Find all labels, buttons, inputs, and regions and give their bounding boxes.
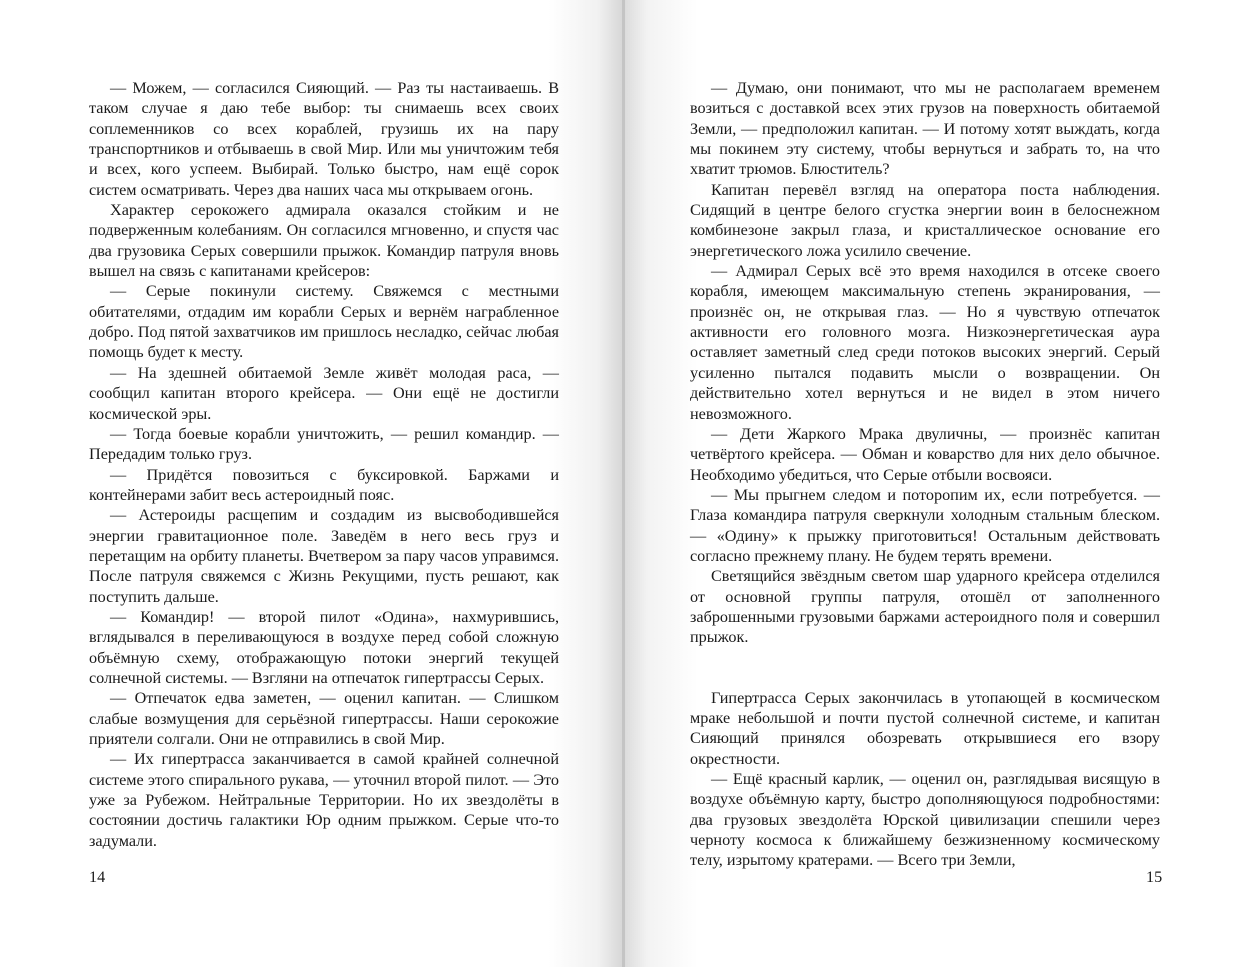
page-number-left: 14: [89, 868, 106, 886]
book-gutter: [622, 0, 625, 967]
right-page-text: [690, 78, 1160, 871]
paragraph: Светящийся звёздным светом шар ударного крейсера отделился от основной группы патруля, отошёл от заполненного заброшенными грузовыми баржами астероидного поля и совершил прыжок.: [690, 567, 1160, 647]
right-page: [623, 0, 1246, 967]
paragraph: — Адмирал Серых всё это время находился в отсеке своего корабля, имеющем максимальную степень экранирования, — произнёс он, не открывая глаз. — Но я чувствую отпечаток активности его головного мозга. Низкоэнергетическая аура оставляет заметный след среди потоков высоких энергий. Серый усиленно пытался подавить мысли о возвращении. Он действительно хотел вернуться и не видел в этом ничего невозможного.: [690, 262, 1160, 423]
paragraph: — Придётся повозиться с буксировкой. Баржами и контейнерами забит весь астероидный пояс.: [89, 465, 559, 504]
left-page: [0, 0, 623, 967]
paragraph: — Их гипертрасса заканчивается в самой крайней солнечной системе этого спирального рукава, — уточнил второй пилот. — Это уже за Рубежом. Нейтральные Территории. Но их звездолёты в состоянии достичь галактики Юр одним прыжком. Серые что-то задумали.: [89, 750, 559, 850]
paragraph: Капитан перевёл взгляд на оператора поста наблюдения. Сидящий в центре белого сгустка энергии воин в белоснежном комбинезоне закрыл глаза, и кристаллическое основание его энергетического ложа усилило свечение.: [690, 180, 1160, 260]
paragraph: — Командир! — второй пилот «Одина», нахмурившись, вглядывался в переливающуюся в воздухе перед собой сложную объёмную схему, отображающую потоки энергий текущей солнечной системы. — Взгляни на отпечаток гипертрассы Серых.: [89, 607, 559, 687]
paragraph: — Тогда боевые корабли уничтожить, — решил командир. — Передадим только груз.: [89, 424, 559, 464]
paragraph: Характер серокожего адмирала оказался стойким и не подверженным колебаниям. Он согласился мгновенно, и спустя час два грузовика Серых совершили прыжок. Командир патруля вновь вышел на связь с капитанами крейсеров:: [89, 201, 559, 281]
page-number-right: 15: [1146, 868, 1163, 886]
paragraph: — Ещё красный карлик, — оценил он, разглядывая висящую в воздухе объёмную карту, быстро дополняющуюся подробностями: два грузовых звездолёта Юрской цивилизации спешили через черноту космоса к ближайшему безжизненному космическому телу, изрытому кратерами. — Всего три Земли,: [690, 770, 1160, 870]
paragraph: — Отпечаток едва заметен, — оценил капитан. — Слишком слабые возмущения для серьёзной гипертрассы. Наши серокожие приятели солгали. Они не отправились в свой Мир.: [89, 689, 559, 748]
paragraph: — На здешней обитаемой Земле живёт молодая раса, — сообщил капитан второго крейсера. — Они ещё не достигли космической эры.: [89, 363, 559, 423]
paragraph: — Дети Жаркого Мрака двуличны, — произнёс капитан четвёртого крейсера. — Обман и коварство для них дело обычное. Необходимо убедиться, что Серые отбыли восвояси.: [690, 424, 1160, 484]
paragraph: — Думаю, они понимают, что мы не располагаем временем возиться с доставкой всех этих грузов на поверхность обитаемой Земли, — предположил капитан. — И потому хотят выждать, когда мы покинем эту систему, чтобы вернуться и забрать то, на что хватит трюмов. Блюститель?: [690, 79, 1160, 179]
paragraph: Гипертрасса Серых закончилась в утопающей в космическом мраке небольшой и почти пустой солнечной системе, и капитан Сияющий принялся обозревать открывшиеся его взору окрестности.: [690, 688, 1160, 768]
paragraph: — Астероиды расщепим и создадим из высвободившейся энергии гравитационное поле. Заведём в него весь груз и перетащим на орбиту планеты. Вчетвером за пару часов управимся. После патруля свяжемся с Жизнь Рекущими, пусть решают, как поступить дальше.: [89, 506, 559, 606]
paragraph: — Серые покинули систему. Свяжемся с местными обитателями, отдадим им корабли Серых и вернём награбленное добро. Под пятой захватчиков им пришлось несладко, сейчас любая помощь будет к месту.: [89, 282, 559, 362]
paragraph: — Мы прыгнем следом и поторопим их, если потребуется. — Глаза командира патруля сверкнули холодным стальным блеском. — «Одину» к прыжку приготовиться! Остальным действовать согласно прежнему плану. Не будем терять времени.: [690, 485, 1160, 565]
left-page-text: [89, 78, 559, 851]
paragraph: — Можем, — согласился Сияющий. — Раз ты настаиваешь. В таком случае я даю тебе выбор: ты снимаешь всех своих соплеменников со всех кораблей, грузишь их на пару транспортников и отбываешь в свой Мир. Или мы уничтожим тебя и всех, кого успеем. Выбирай. Только быстро, нам ещё сорок систем осматривать. Через два наших часа мы открываем огонь.: [89, 79, 559, 199]
